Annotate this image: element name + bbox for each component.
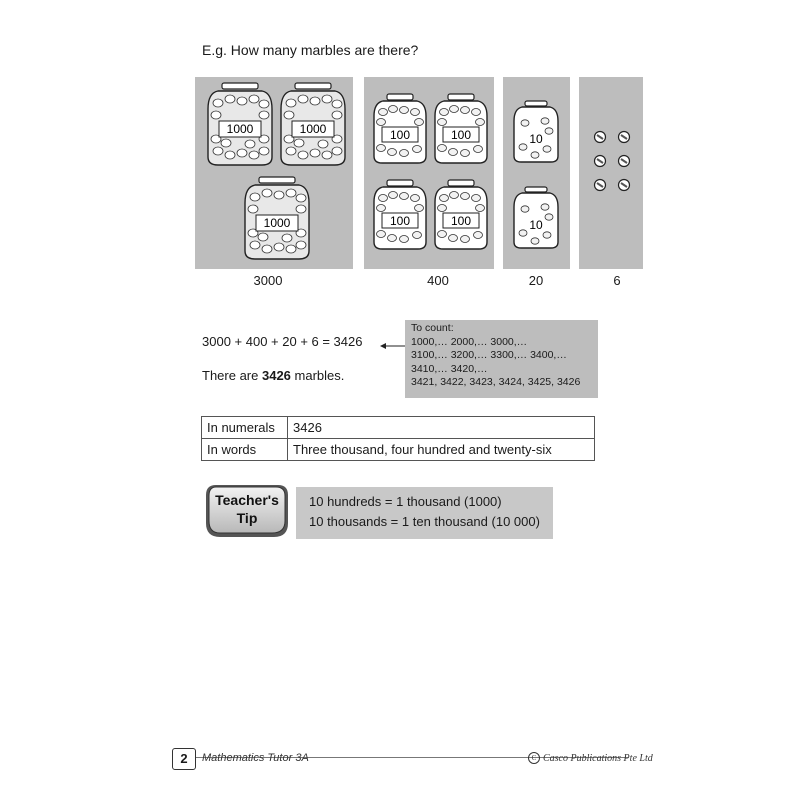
answer-sentence: [202, 368, 344, 383]
thousands-total-label: 3000: [253, 273, 283, 288]
copyright-icon: C: [528, 752, 540, 764]
ones-total-label: 6: [613, 273, 621, 288]
hundreds-total-label: 400: [427, 273, 449, 288]
jar-100-b: [432, 92, 490, 166]
page-number: 2: [172, 748, 196, 770]
tens-panel: [503, 77, 570, 269]
tip-badge-line2: Tip: [236, 510, 258, 526]
jar-label: 10: [529, 218, 543, 232]
table-key: In words: [202, 439, 288, 461]
loose-marbles: [593, 125, 633, 197]
jar-label: 100: [389, 128, 411, 142]
count-line: 3100,… 3200,… 3300,… 3400,…: [411, 349, 567, 361]
question-text: E.g. How many marbles are there?: [202, 42, 419, 58]
addition-equation: 3000 + 400 + 20 + 6 = 3426: [202, 334, 363, 349]
tip-line: 10 thousands = 1 ten thousand (10 000): [309, 514, 540, 529]
table-key: In numerals: [202, 417, 288, 439]
jar-100-a: [371, 92, 429, 166]
table-row: [202, 439, 595, 461]
table-value: 3426: [288, 417, 595, 439]
ones-panel: [579, 77, 643, 269]
teachers-tip-badge: [204, 483, 290, 539]
teachers-tip-box: [296, 487, 553, 539]
numerals-words-table: [201, 416, 595, 461]
answer-prefix: There are: [202, 368, 262, 383]
tens-total-label: 20: [528, 273, 544, 288]
count-line: 3421, 3422, 3423, 3424, 3425, 3426: [411, 376, 581, 388]
thousands-panel: [195, 77, 353, 269]
publisher-name: Casco Publications Pte Ltd: [543, 753, 653, 764]
tip-line: 10 hundreds = 1 thousand (1000): [309, 494, 502, 509]
jar-10-a: [511, 99, 561, 165]
jar-label: 1000: [226, 122, 254, 136]
count-line: 3410,… 3420,…: [411, 362, 488, 375]
table-value: Three thousand, four hundred and twenty-six: [288, 439, 595, 461]
jar-100-d: [432, 178, 490, 252]
jar-label: 10: [529, 132, 543, 146]
jar-label: 100: [450, 128, 472, 142]
hundreds-panel: [364, 77, 494, 269]
table-row: [202, 417, 595, 439]
jar-1000-b: [277, 81, 349, 167]
tip-badge-line1: Teacher's: [215, 492, 279, 508]
jar-label: 1000: [263, 216, 291, 230]
jar-10-b: [511, 185, 561, 251]
jar-label: 100: [450, 214, 472, 228]
jar-1000-c: [241, 175, 313, 261]
count-line: To count:: [411, 322, 454, 334]
answer-suffix: marbles.: [290, 368, 345, 383]
count-line: 1000,… 2000,… 3000,…: [411, 335, 528, 348]
counting-hint-box: [405, 320, 598, 398]
book-title: Mathematics Tutor 3A: [202, 752, 309, 764]
jar-label: 1000: [299, 122, 327, 136]
jar-1000-a: [204, 81, 276, 167]
publisher-credit: [528, 752, 653, 764]
answer-number: 3426: [261, 368, 291, 383]
jar-100-c: [371, 178, 429, 252]
jar-label: 100: [389, 214, 411, 228]
arrow-left-icon: [380, 342, 406, 350]
